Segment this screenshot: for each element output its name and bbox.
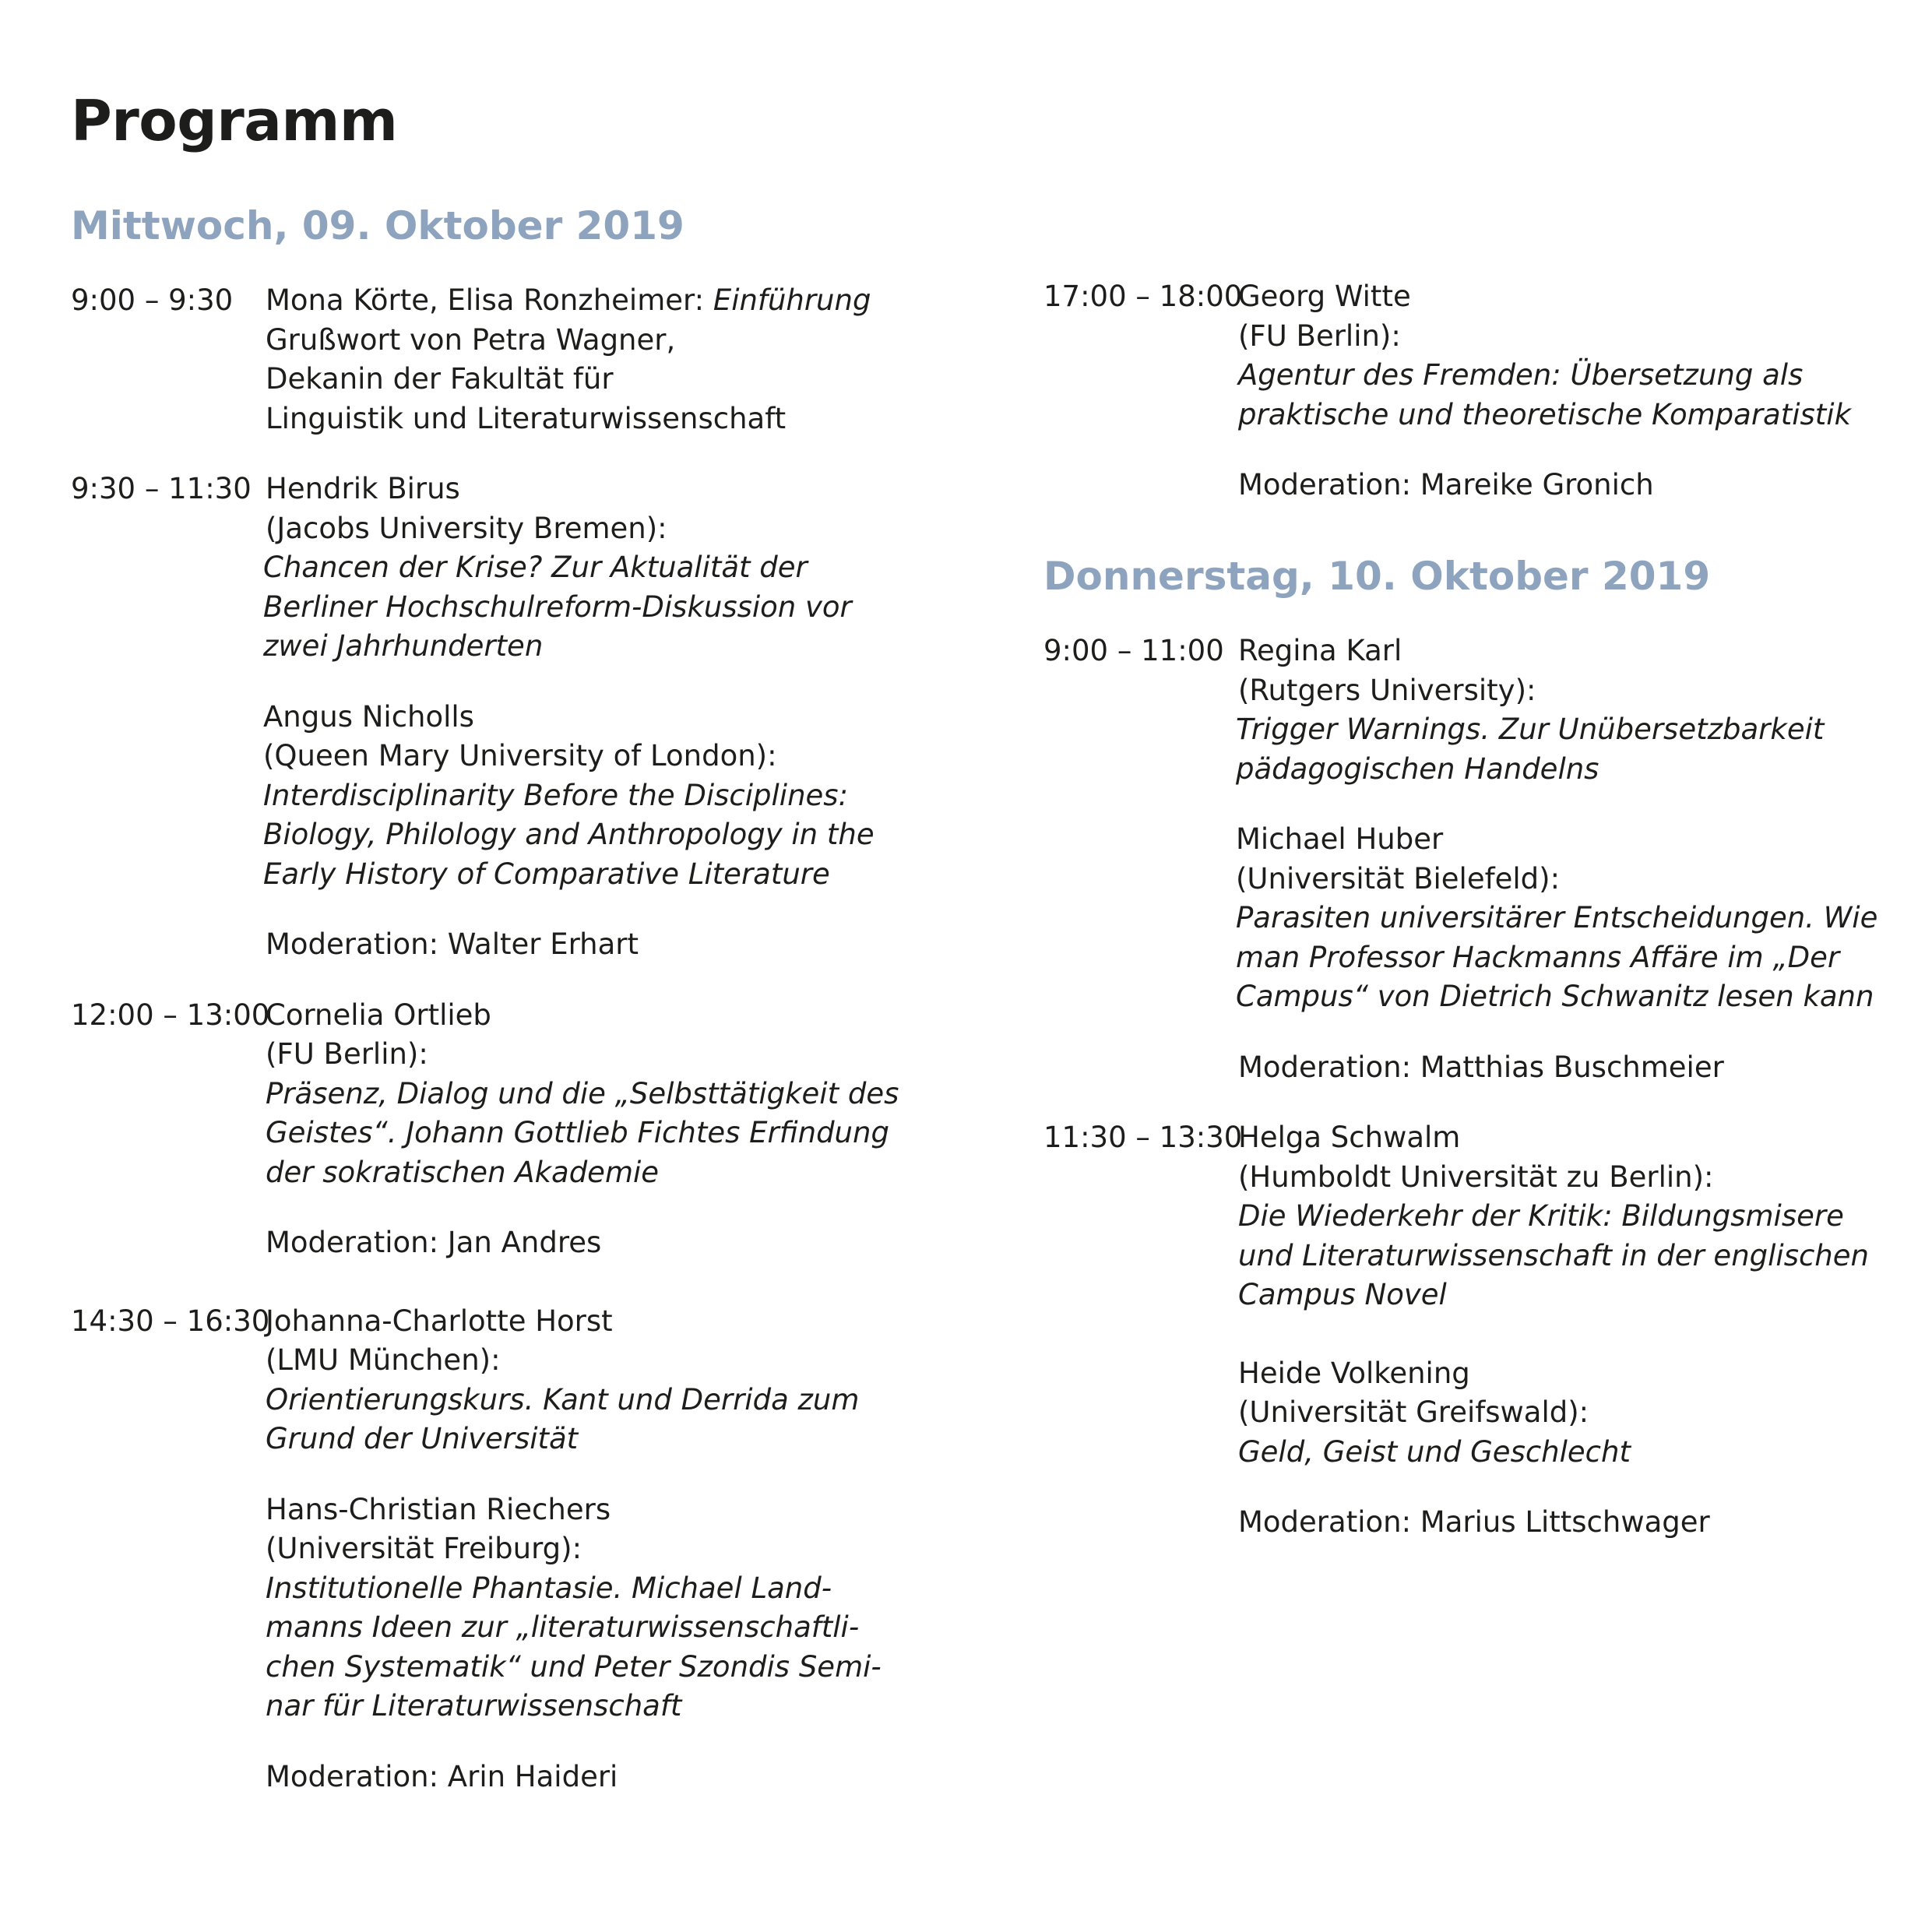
- talk-title-line: chen Systematik“ und Peter Szondis Semi-: [266, 1649, 882, 1684]
- talk: [1238, 820, 1908, 1017]
- slot-time: 9:00 – 9:30: [71, 283, 234, 317]
- slot-body: [266, 281, 974, 438]
- talk-title-line: Geistes“. Johann Gottlieb Fichtes Erfindung: [266, 1116, 889, 1149]
- schedule-slot: [1043, 1118, 1908, 1543]
- talk-title-line: Präsenz, Dialog und die „Selbsttätigkeit des: [266, 1076, 899, 1110]
- slot-body: [1238, 1118, 1908, 1543]
- day-heading-thursday: Donnerstag, 10. Oktober 2019: [1043, 554, 1711, 599]
- speaker-affiliation: (Universität Bielefeld):: [1236, 861, 1561, 896]
- speaker-affiliation: (FU Berlin):: [266, 1037, 428, 1071]
- talk: [266, 1302, 974, 1459]
- talk-title-line: manns Ideen zur „literaturwissenschaftli-: [266, 1610, 860, 1644]
- moderation: Moderation: Arin Haideri: [266, 1759, 618, 1793]
- talk: [263, 698, 974, 895]
- schedule-slot: [1043, 277, 1908, 505]
- talk-title-line: Campus Novel: [1238, 1278, 1447, 1311]
- talk-title-line: pädagogischen Handelns: [1236, 751, 1599, 786]
- talk-title-line: man Professor Hackmanns Affäre im „Der: [1236, 940, 1840, 974]
- speaker-affiliation: (Universität Freiburg):: [266, 1532, 582, 1565]
- talk-title-line: und Literaturwissenschaft in der englischen: [1238, 1238, 1869, 1272]
- speaker-affiliation: (LMU München):: [266, 1343, 501, 1377]
- slot-body: [263, 470, 974, 965]
- schedule-slot: [71, 996, 974, 1263]
- day-schedule-thursday: [1043, 632, 1908, 1543]
- speaker-affiliation: (FU Berlin):: [1238, 318, 1401, 353]
- talk-title-line: zwei Jahrhunderten: [263, 629, 544, 663]
- speaker-affiliation: (Universität Greifswald):: [1238, 1395, 1589, 1429]
- speaker-name: Heide Volkening: [1238, 1356, 1470, 1390]
- schedule-slot: [71, 470, 974, 965]
- slot-body: [1238, 632, 1908, 1087]
- talk: [1238, 632, 1908, 789]
- talk: [1238, 1118, 1908, 1315]
- speaker-name: Johanna-Charlotte Horst: [266, 1304, 613, 1338]
- talk-title-line: praktische und theoretische Komparatistik: [1238, 397, 1851, 431]
- speaker-name: Georg Witte: [1238, 280, 1411, 313]
- talk-title-line: Berliner Hochschulreform-Diskussion vor: [263, 589, 852, 624]
- talk-title-line: Biology, Philology and Anthropology in the: [263, 818, 875, 851]
- slot-time: 17:00 – 18:00: [1043, 280, 1243, 313]
- speaker-name: Regina Karl: [1238, 634, 1402, 667]
- talk: [266, 996, 974, 1193]
- moderation: Moderation: Mareike Gronich: [1238, 468, 1654, 501]
- talk-title-line: Geld, Geist und Geschlecht: [1238, 1434, 1631, 1469]
- talk-title-line: Grund der Universität: [266, 1422, 579, 1455]
- day-schedule-wednesday: [71, 281, 974, 1797]
- talk: [263, 470, 974, 667]
- talk-title-line: Die Wiederkehr der Kritik: Bildungsmisere: [1238, 1199, 1844, 1233]
- intro-line: Grußwort von Petra Wagner,: [266, 322, 676, 357]
- day-schedule-wednesday-continued: [1043, 277, 1908, 505]
- talk-title-line: der sokratischen Akademie: [266, 1155, 660, 1189]
- talk-title-line: Chancen der Krise? Zur Aktualität der: [263, 551, 808, 584]
- speaker-name: Angus Nicholls: [263, 699, 474, 734]
- speaker-affiliation: (Rutgers University):: [1238, 673, 1536, 707]
- talk-title-line: Trigger Warnings. Zur Unübersetzbarkeit: [1236, 713, 1825, 746]
- talk-title-line: Agentur des Fremden: Übersetzung als: [1238, 358, 1804, 392]
- speaker-name: Cornelia Ortlieb: [266, 998, 491, 1032]
- intro-title: Einführung: [713, 283, 871, 317]
- moderation: Moderation: Jan Andres: [266, 1226, 602, 1259]
- talk-title-line: Early History of Comparative Literature: [263, 857, 830, 891]
- talk: [1238, 277, 1908, 435]
- moderation: Moderation: Marius Littschwager: [1238, 1505, 1710, 1539]
- talk: [1238, 1354, 1908, 1473]
- speaker-name: Michael Huber: [1236, 822, 1444, 856]
- slot-body: [266, 1302, 974, 1797]
- speaker-affiliation: (Humboldt Universität zu Berlin):: [1238, 1160, 1714, 1194]
- intro-line: Linguistik und Literaturwissenschaft: [266, 401, 787, 435]
- speaker-name: Hendrik Birus: [266, 472, 460, 505]
- slot-time: 12:00 – 13:00: [71, 998, 270, 1032]
- talk-title-line: Parasiten universitärer Entscheidungen. Wie: [1236, 901, 1878, 934]
- slot-time: 14:30 – 16:30: [71, 1304, 270, 1338]
- intro-speakers-line: [266, 281, 974, 321]
- talk-title-line: Institutionelle Phantasie. Michael Land-: [266, 1571, 832, 1605]
- speaker-affiliation: (Jacobs University Bremen):: [266, 511, 667, 545]
- talk-title-line: Orientierungskurs. Kant und Derrida zum: [266, 1382, 860, 1416]
- speaker-affiliation: (Queen Mary University of London):: [263, 739, 777, 772]
- slot-time: 11:30 – 13:30: [1043, 1121, 1243, 1154]
- slot-body: [1238, 277, 1908, 505]
- schedule-slot: [1043, 632, 1908, 1087]
- talk-title-line: nar für Literaturwissenschaft: [266, 1689, 682, 1723]
- schedule-slot: [71, 1302, 974, 1797]
- moderation: Moderation: Matthias Buschmeier: [1238, 1050, 1724, 1084]
- speaker-name: Helga Schwalm: [1238, 1121, 1461, 1154]
- intro-line: Dekanin der Fakultät für: [266, 362, 614, 396]
- day-heading-wednesday: Mittwoch, 09. Oktober 2019: [71, 203, 684, 248]
- slot-body: [266, 996, 974, 1263]
- slot-time: 9:00 – 11:00: [1043, 634, 1224, 667]
- speaker-name: Hans-Christian Riechers: [266, 1492, 611, 1526]
- talk-title-line: Campus“ von Dietrich Schwanitz lesen kann: [1236, 980, 1874, 1013]
- page-title: Programm: [71, 88, 398, 153]
- talk-title-line: Interdisciplinarity Before the Disciplines:: [263, 778, 849, 812]
- intro-speakers: Mona Körte, Elisa Ronzheimer:: [266, 283, 713, 317]
- schedule-slot: [71, 281, 974, 438]
- slot-time: 9:30 – 11:30: [71, 472, 252, 505]
- moderation: Moderation: Walter Erhart: [266, 927, 639, 961]
- talk: [266, 1490, 974, 1726]
